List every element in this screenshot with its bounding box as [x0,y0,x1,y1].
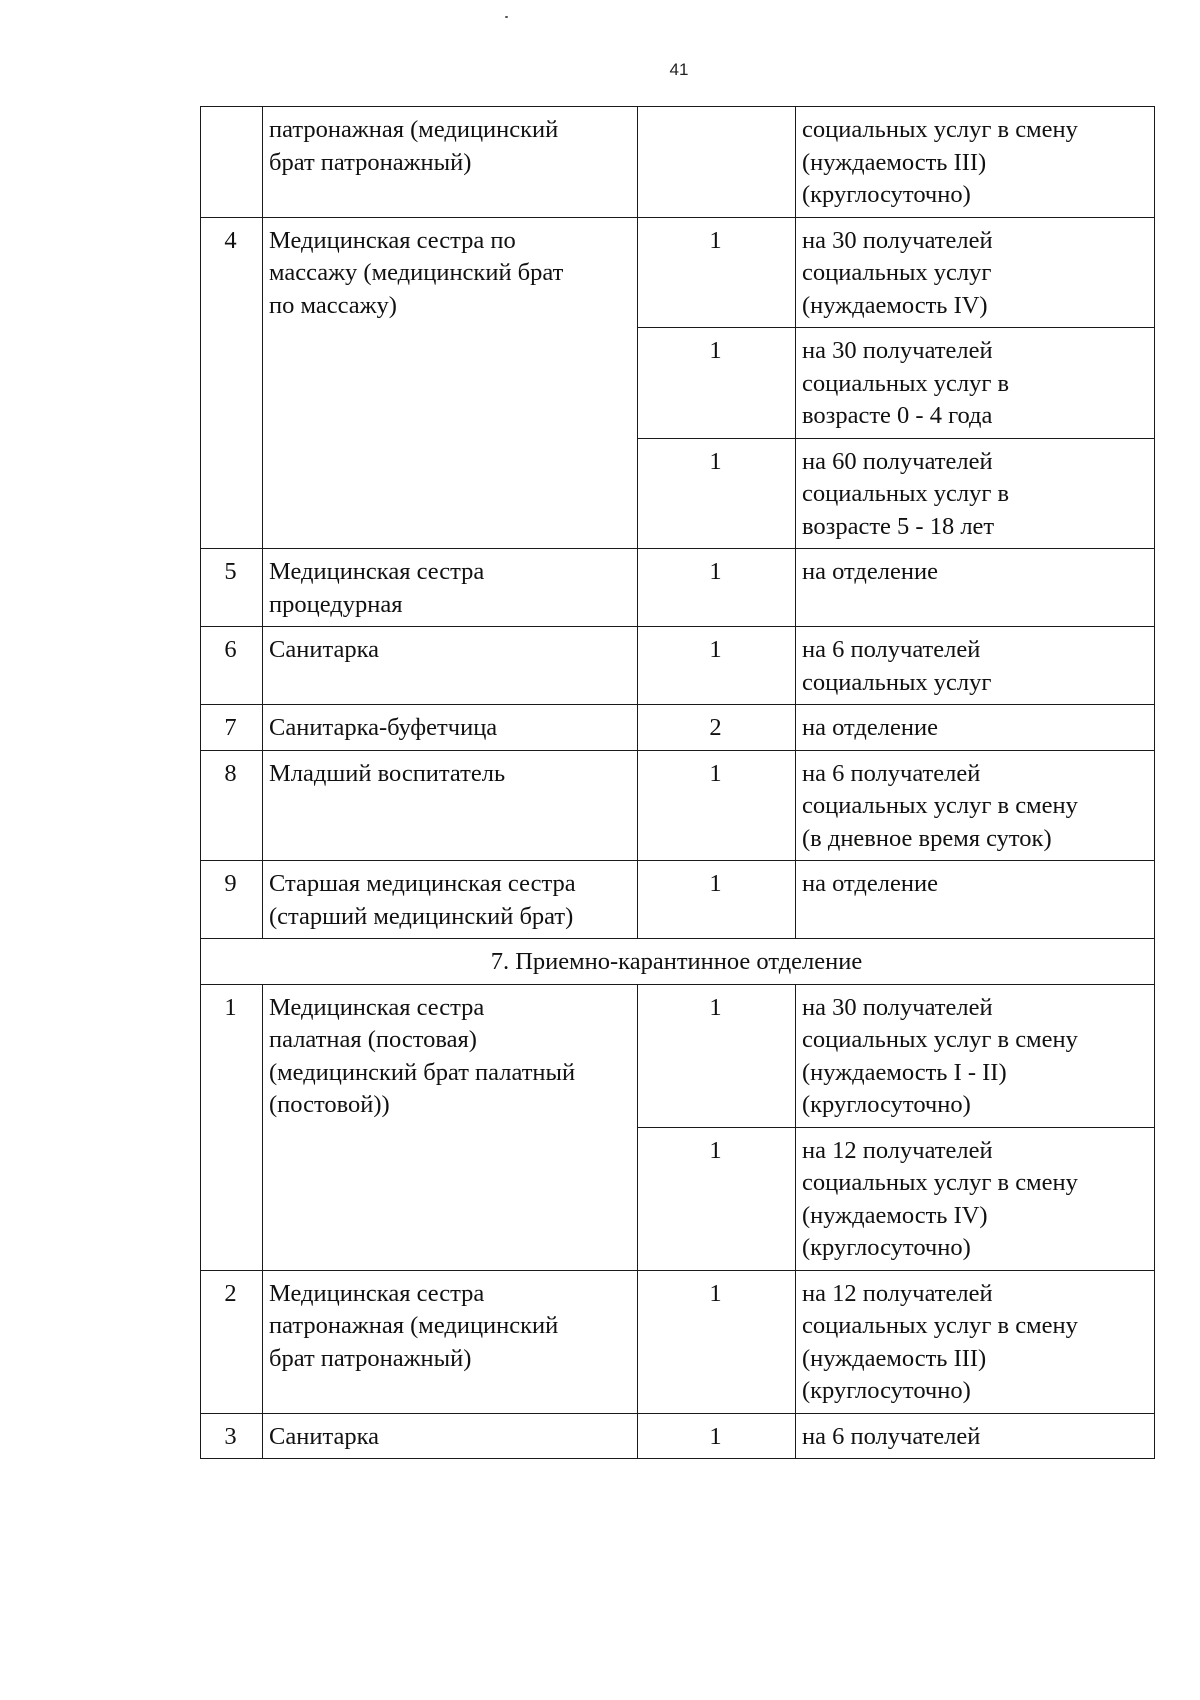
scan-speck [505,16,508,18]
cell-number: 9 [201,861,263,939]
cell-number: 5 [201,549,263,627]
cell-norm: на 60 получателей социальных услуг в возрасте 5 - 18 лет [796,438,1155,549]
section-title: 7. Приемно-карантинное отделение [201,939,1155,985]
cell-quantity: 1 [638,438,796,549]
cell-quantity: 1 [638,549,796,627]
cell-position: Медицинская сестра палатная (постовая) (медицинский брат палатный (постовой)) [263,984,638,1270]
table-row [201,861,1155,939]
cell-position: Медицинская сестра по массажу (медицинский брат по массажу) [263,217,638,549]
cell-quantity: 1 [638,328,796,439]
table-row [201,1270,1155,1413]
cell-position: Медицинская сестра процедурная [263,549,638,627]
table-row [201,217,1155,328]
cell-quantity: 1 [638,1127,796,1270]
cell-position: Санитарка-буфетчица [263,705,638,751]
table-row [201,1413,1155,1459]
cell-number: 3 [201,1413,263,1459]
section-header-row [201,939,1155,985]
cell-norm: на 30 получателей социальных услуг в смену (нуждаемость I - II) (круглосуточно) [796,984,1155,1127]
cell-position: Младший воспитатель [263,750,638,861]
cell-position: Санитарка [263,1413,638,1459]
staffing-table [200,106,1155,1459]
table-row [201,549,1155,627]
cell-number: 7 [201,705,263,751]
cell-norm: на 30 получателей социальных услуг (нуждаемость IV) [796,217,1155,328]
cell-position: Медицинская сестра патронажная (медицинский брат патронажный) [263,1270,638,1413]
cell-quantity: 1 [638,861,796,939]
cell-norm: на 6 получателей социальных услуг [796,627,1155,705]
cell-quantity: 1 [638,217,796,328]
cell-norm: на 30 получателей социальных услуг в возрасте 0 - 4 года [796,328,1155,439]
table-row [201,984,1155,1127]
cell-quantity: 1 [638,627,796,705]
cell-quantity: 1 [638,750,796,861]
cell-norm: на 6 получателей социальных услуг в смену (в дневное время суток) [796,750,1155,861]
table-row-continued [201,107,1155,218]
cell-norm: на отделение [796,861,1155,939]
cell-number [201,107,263,218]
cell-number: 6 [201,627,263,705]
cell-number: 2 [201,1270,263,1413]
cell-norm: на 12 получателей социальных услуг в смену (нуждаемость IV) (круглосуточно) [796,1127,1155,1270]
cell-norm: на 6 получателей [796,1413,1155,1459]
cell-norm: на отделение [796,549,1155,627]
table-row [201,627,1155,705]
cell-norm: социальных услуг в смену (нуждаемость III) (круглосуточно) [796,107,1155,218]
cell-quantity [638,107,796,218]
cell-quantity: 1 [638,1270,796,1413]
cell-position: Санитарка [263,627,638,705]
cell-quantity: 2 [638,705,796,751]
cell-number: 1 [201,984,263,1270]
cell-norm: на отделение [796,705,1155,751]
staffing-table-body [201,107,1155,1459]
page-number: 41 [669,60,689,79]
cell-number: 8 [201,750,263,861]
cell-position: Старшая медицинская сестра (старший медицинский брат) [263,861,638,939]
cell-norm: на 12 получателей социальных услуг в смену (нуждаемость III) (круглосуточно) [796,1270,1155,1413]
cell-position: патронажная (медицинский брат патронажный) [263,107,638,218]
table-row [201,705,1155,751]
table-row [201,750,1155,861]
cell-number: 4 [201,217,263,549]
cell-quantity: 1 [638,984,796,1127]
cell-quantity: 1 [638,1413,796,1459]
